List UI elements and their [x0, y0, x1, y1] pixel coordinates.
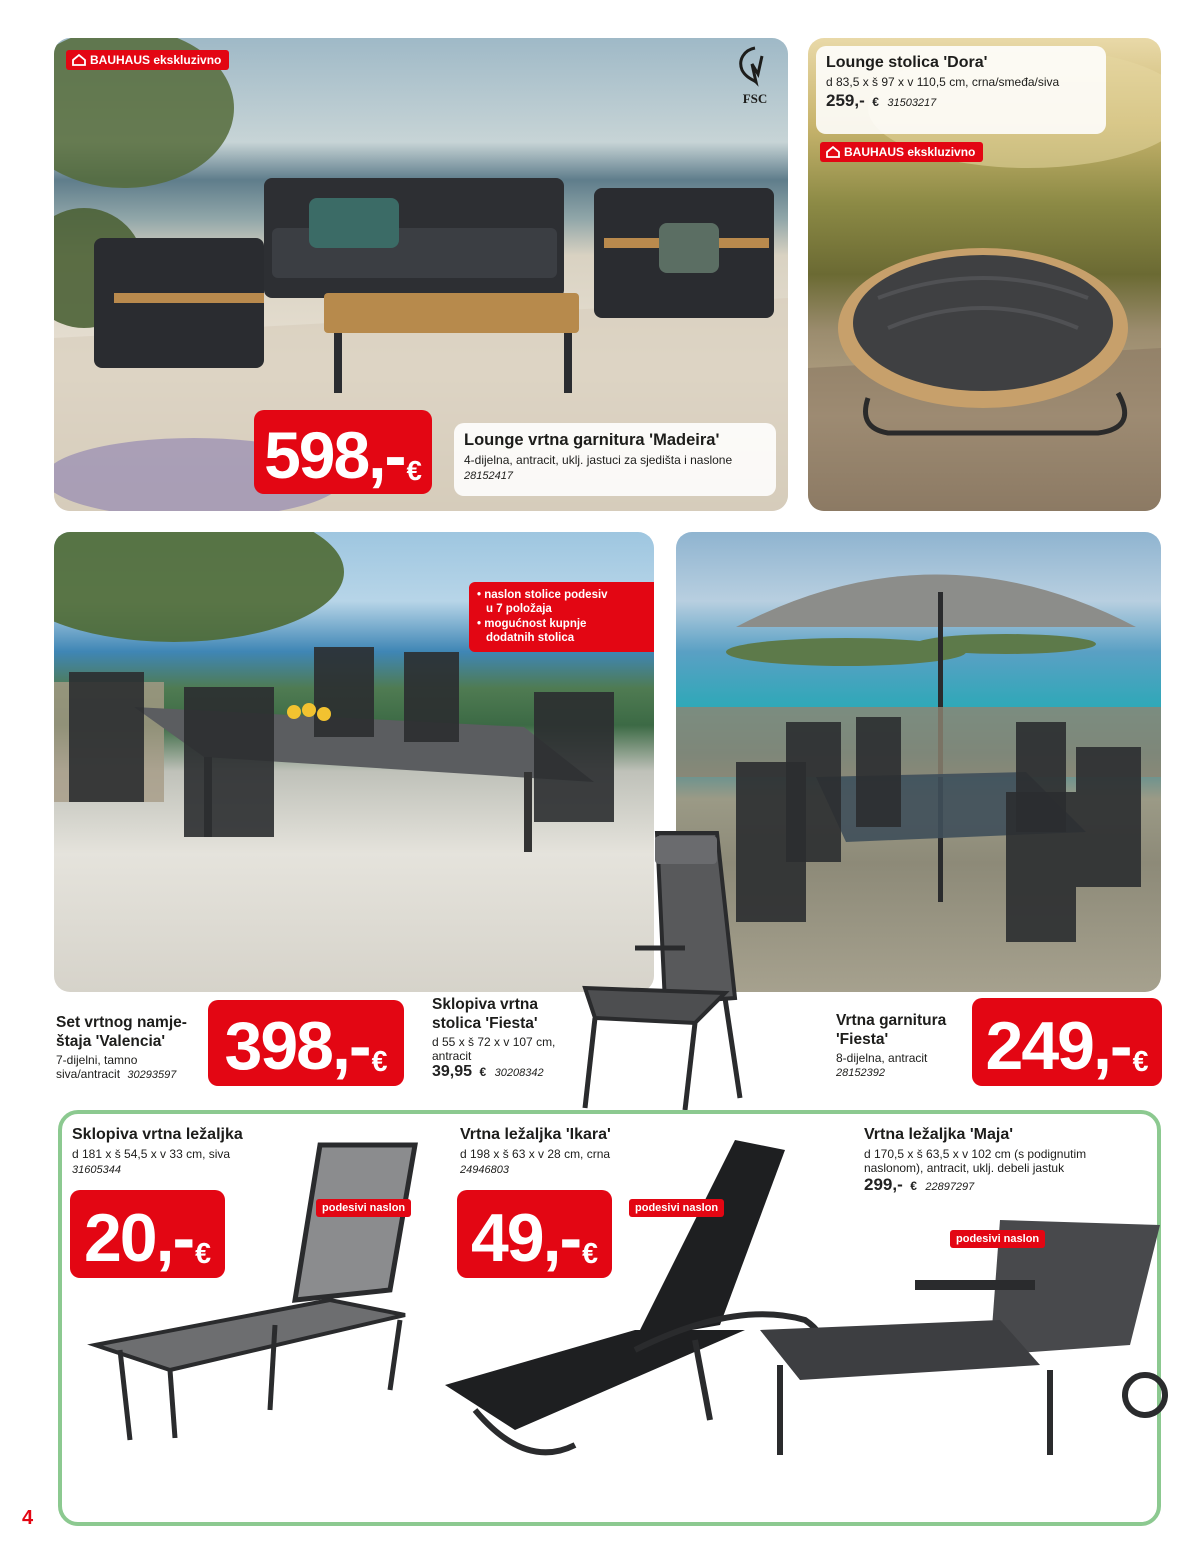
fiesta-chair-price: 39,95 — [432, 1063, 473, 1081]
madeira-title: Lounge vrtna garnitura 'Madeira' — [464, 431, 720, 449]
fiesta-chair-title-line2: stolica 'Fiesta' — [432, 1014, 538, 1032]
lounger-ikara-desc: d 198 x š 63 x v 28 cm, crna — [460, 1147, 611, 1161]
madeira-infobox — [454, 423, 776, 496]
fiesta-chair-title-line1: Sklopiva vrtna — [432, 996, 538, 1013]
fiesta-chair-desc-line1: d 55 x š 72 x v 107 cm, — [432, 1035, 556, 1050]
madeira-price: 598, - € — [254, 410, 432, 494]
exclusive-badge-label: BAUHAUS ekskluzivno — [90, 53, 222, 67]
lounger-maja-price-line — [864, 1175, 1154, 1195]
lounger-maja-tag: podesivi naslon — [950, 1230, 1045, 1248]
fiesta-set-title-line1: Vrtna garnitura — [836, 1012, 947, 1029]
fiesta-set-desc: 8-dijelna, antracit — [836, 1051, 928, 1066]
fiesta-chair-info — [432, 996, 582, 1081]
lounger-sklopiva-price: 20, - € — [70, 1190, 225, 1278]
exclusive-badge — [66, 50, 229, 70]
lounger-maja-title: Vrtna ležaljka 'Maja' — [864, 1126, 1014, 1143]
lounger-maja-info — [864, 1126, 1154, 1195]
fiesta-set-art-number: 28152392 — [836, 1067, 885, 1080]
fsc-label: FSC — [742, 91, 768, 106]
feature-line: • naslon stolice podesiv — [477, 589, 608, 601]
lounger-maja-price: 299,- — [864, 1175, 903, 1194]
lounger-sklopiva-illustration — [90, 1140, 430, 1450]
fiesta-set-price: 249, - € — [972, 998, 1162, 1086]
valencia-desc-line1: 7-dijelni, tamno — [56, 1053, 138, 1068]
fiesta-chair-price-line — [432, 1063, 582, 1081]
valencia-desc-line2-wrap — [56, 1067, 206, 1081]
fiesta-chair-illustration — [575, 828, 755, 1118]
lounger-ikara-title: Vrtna ležaljka 'Ikara' — [460, 1126, 611, 1143]
dora-infobox — [816, 46, 1106, 134]
page-number: 4 — [22, 1507, 34, 1529]
lounger-maja-art-number: 22897297 — [925, 1181, 975, 1193]
dora-art-number: 31503217 — [887, 97, 937, 109]
valencia-panel — [54, 532, 654, 992]
dora-desc: d 83,5 x š 97 x v 110,5 cm, crna/smeđa/siva — [826, 75, 1060, 89]
lounger-maja-desc-line1: d 170,5 x š 63,5 x v 102 cm (s podignutim — [864, 1147, 1087, 1161]
dora-price: 259,- — [826, 91, 865, 110]
fiesta-chair-currency: € — [479, 1065, 487, 1080]
fiesta-chair-desc-line2: antracit — [432, 1049, 472, 1064]
lounger-ikara-info — [460, 1126, 700, 1176]
house-icon — [826, 146, 840, 158]
lounger-sklopiva-info — [72, 1126, 312, 1176]
valencia-art-number: 30293597 — [127, 1069, 177, 1082]
feature-line: u 7 položaja — [486, 603, 552, 616]
feature-line: • mogućnost kupnje — [477, 617, 587, 630]
valencia-desc-line2: siva/antracit — [56, 1067, 121, 1082]
lounger-maja-desc-line2: naslonom), antracit, uklj. debeli jastuk — [864, 1161, 1065, 1175]
dora-currency: € — [872, 95, 879, 109]
tree-check-icon — [732, 46, 778, 86]
lounger-sklopiva-tag: podesivi naslon — [316, 1199, 411, 1217]
lounger-ikara-price: 49, - € — [457, 1190, 612, 1278]
madeira-art-number: 28152417 — [464, 470, 513, 482]
valencia-price: 398, - € — [208, 1000, 404, 1086]
lounger-sklopiva-desc: d 181 x š 54,5 x v 33 cm, siva — [72, 1147, 231, 1161]
exclusive-badge-dora — [820, 142, 983, 162]
lounger-ikara-art-number: 24946803 — [460, 1164, 509, 1176]
fiesta-chair-art-number: 30208342 — [494, 1067, 544, 1080]
dora-price-line — [826, 91, 1096, 111]
lounger-sklopiva-title: Sklopiva vrtna ležaljka — [72, 1126, 243, 1143]
valencia-features — [469, 582, 654, 652]
valencia-title-line1: Set vrtnog namje- — [56, 1014, 187, 1031]
dora-panel — [808, 38, 1161, 511]
feature-line: dodatnih stolica — [486, 632, 575, 645]
fiesta-set-title-line2: 'Fiesta' — [836, 1030, 889, 1048]
madeira-panel — [54, 38, 788, 511]
exclusive-badge-label: BAUHAUS ekskluzivno — [844, 145, 976, 159]
valencia-title-line2: štaja 'Valencia' — [56, 1032, 166, 1050]
lounger-ikara-tag: podesivi naslon — [629, 1199, 724, 1217]
lounger-sklopiva-art-number: 31605344 — [72, 1164, 121, 1176]
dora-title: Lounge stolica 'Dora' — [826, 54, 988, 71]
valencia-info — [56, 1014, 206, 1081]
madeira-desc: 4-dijelna, antracit, uklj. jastuci za sjedišta i naslone — [464, 453, 733, 467]
fsc-logo — [732, 46, 778, 104]
fiesta-set-info — [836, 1012, 966, 1079]
house-icon — [72, 54, 86, 66]
lounger-maja-currency: € — [910, 1179, 917, 1193]
